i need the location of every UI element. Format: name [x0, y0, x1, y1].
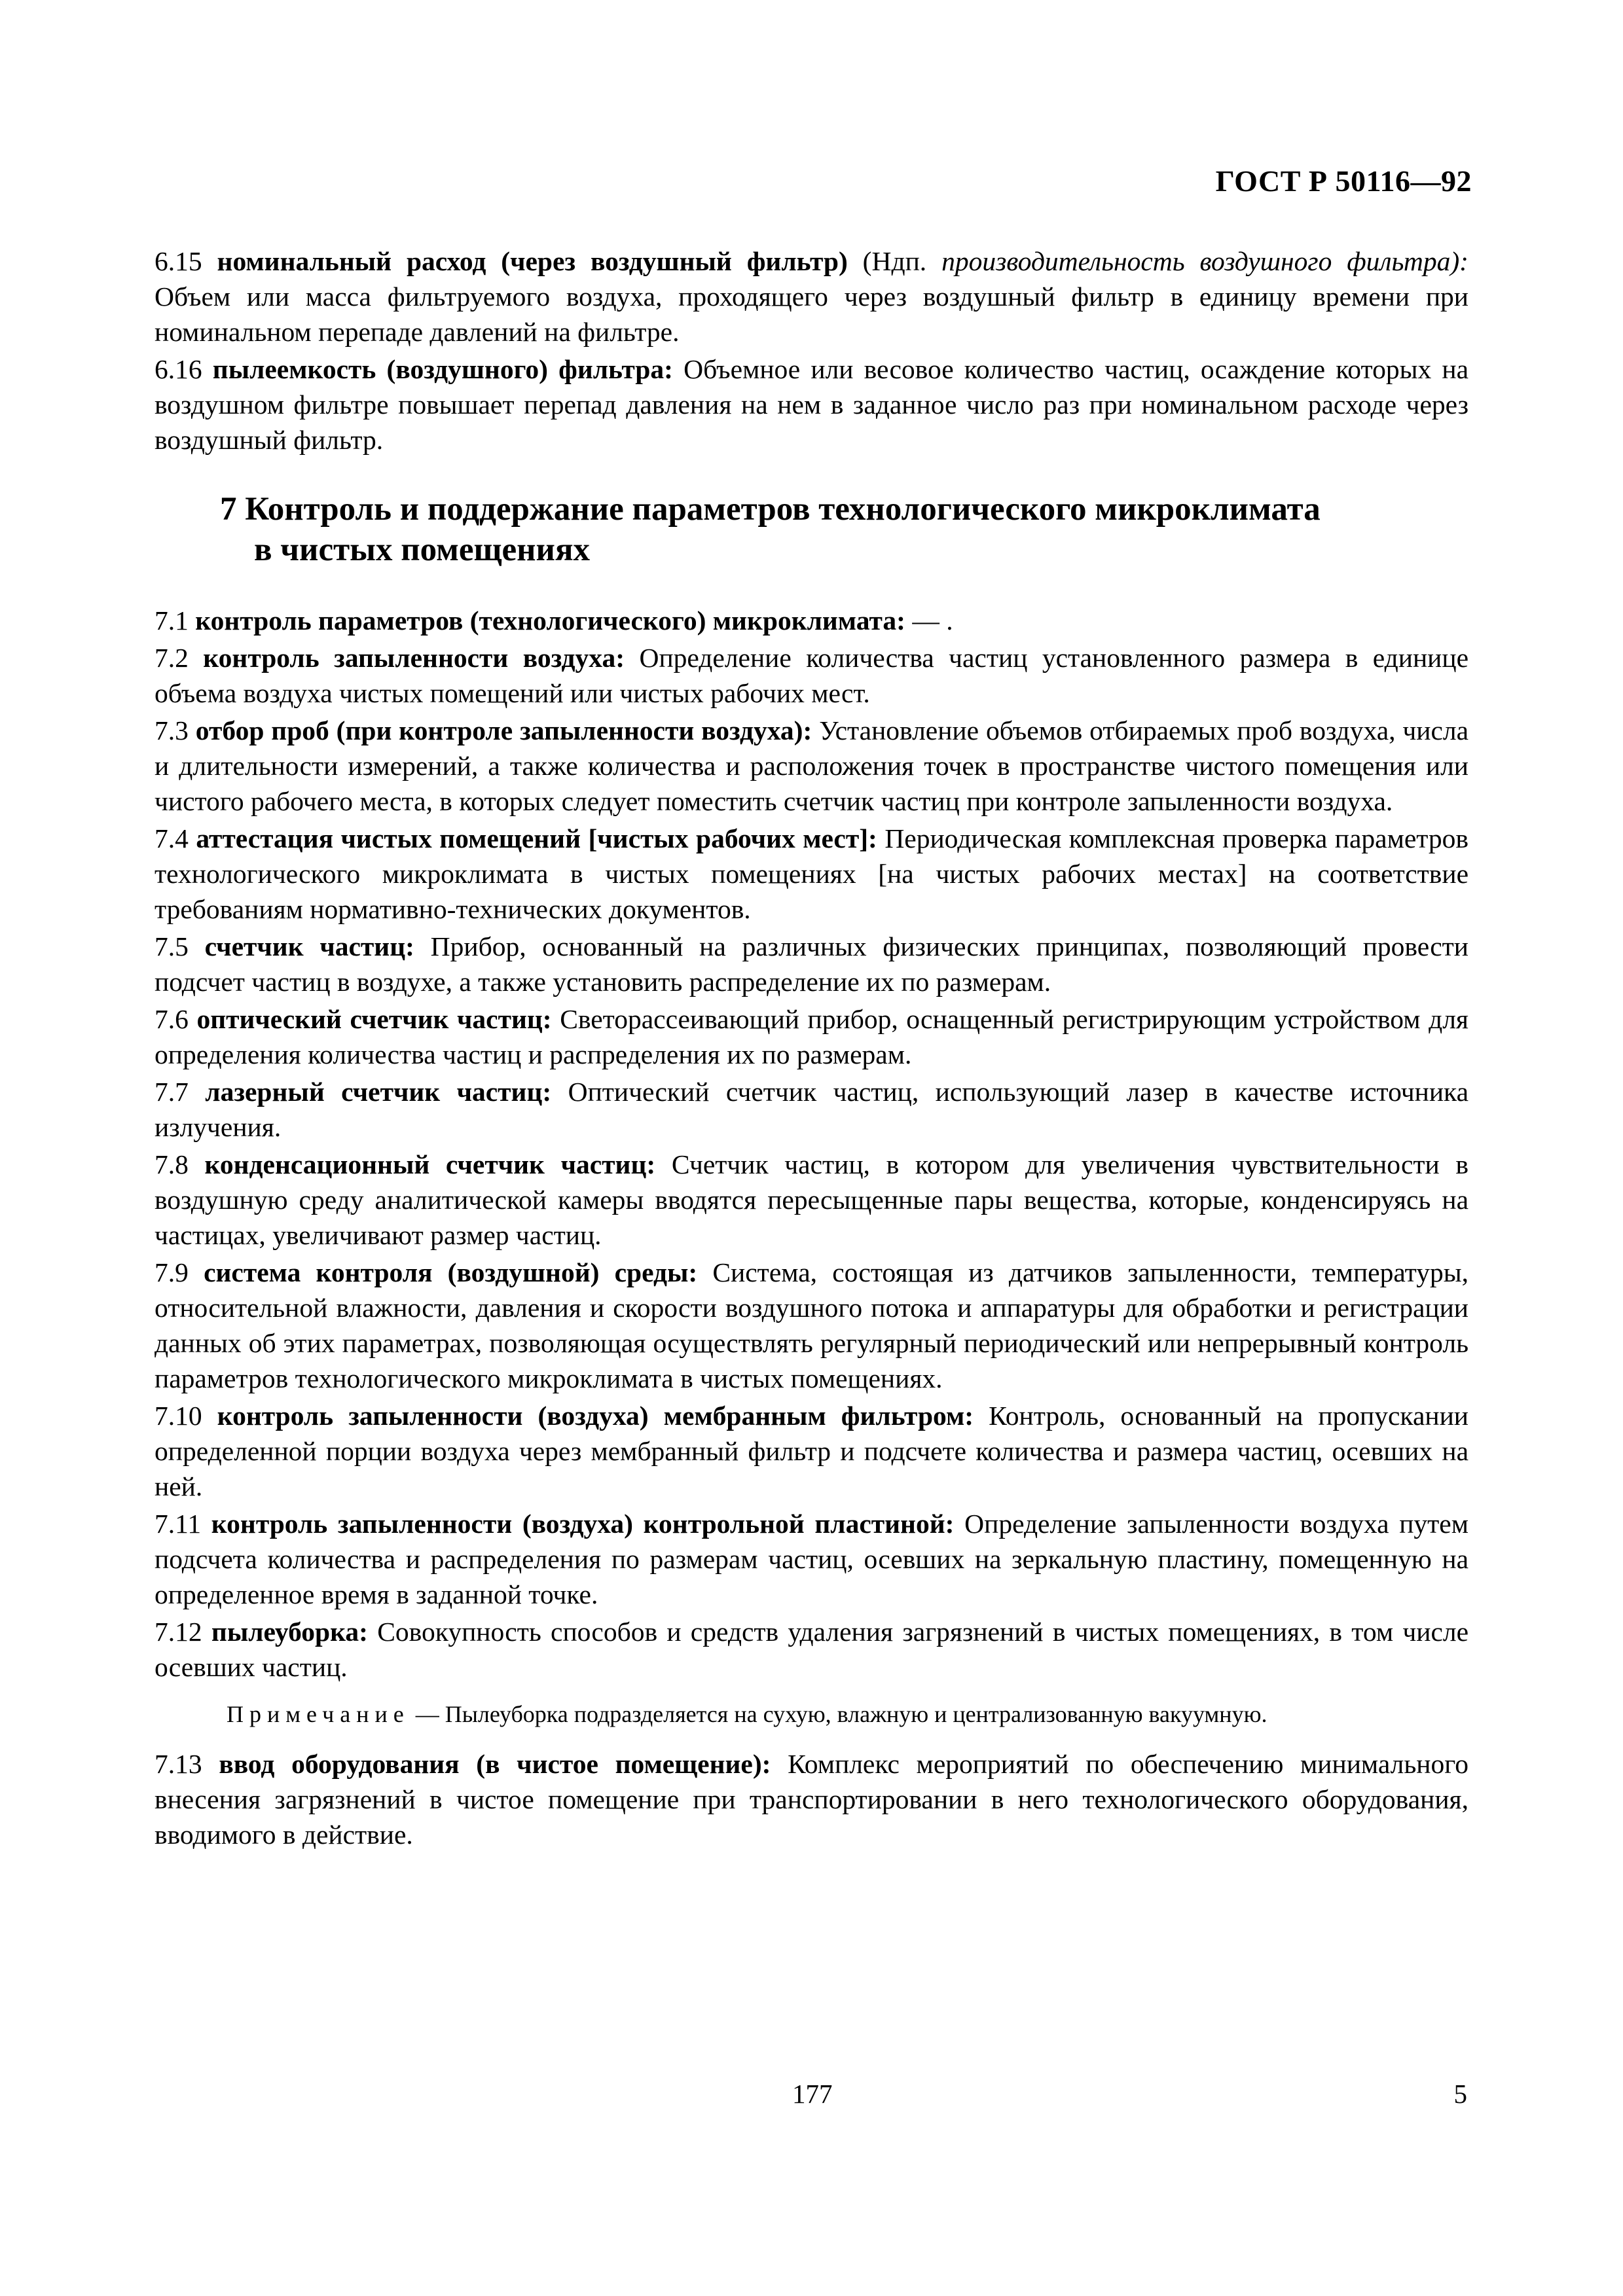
paragraph-number: 7.6 [155, 1004, 197, 1034]
note-label: Примечание [227, 1701, 410, 1727]
paragraph-term: пылеемкость (воздушного) фильтра: [212, 354, 673, 384]
page-number: 5 [1453, 2079, 1467, 2109]
paragraph-number: 7.13 [155, 1749, 219, 1779]
paragraph-deprecated-term: производительность воздушного фильтра): [941, 246, 1468, 276]
document-body [155, 243, 1468, 1854]
paragraph-term: аттестация чистых помещений [чистых рабочих мест]: [196, 823, 877, 853]
paragraph-7-2 [155, 640, 1468, 711]
paragraph-term: контроль параметров (технологического) микроклимата: [195, 605, 905, 636]
paragraph-6-16 [155, 351, 1468, 457]
paragraph-7-1 [155, 603, 1468, 638]
paragraph-term: контроль запыленности (воздуха) контрольной пластиной: [211, 1509, 955, 1539]
paragraph-number: 7.8 [155, 1149, 205, 1179]
paragraph-definition: Периодическая комплексная проверка параметров технологического микроклимата в чистых помещениях [на чистых рабочих местах] на соответствие требованиям нормативно-технических документов. [155, 823, 1469, 924]
paragraph-term: контроль запыленности воздуха: [203, 643, 625, 673]
paragraph-definition: Прибор, основанный на различных физических принципах, позволяющий провести подсчет частиц в воздухе, а также установить распределение их по размерам. [155, 931, 1468, 997]
paragraph-7-5 [155, 929, 1468, 999]
paragraph-number: 7.4 [155, 823, 196, 853]
paragraph-7-11 [155, 1506, 1468, 1612]
paragraph-term: пылеуборка: [211, 1617, 368, 1647]
paragraph-7-8 [155, 1147, 1468, 1253]
paragraph-definition: Контроль, основанный на пропускании определенной порции воздуха через мембранный фильтр и подсчете количества и размера частиц, осевших на ней. [155, 1401, 1468, 1501]
paragraph-number: 7.12 [155, 1617, 211, 1647]
paragraph-term: контроль запыленности (воздуха) мембранным фильтром: [217, 1401, 974, 1431]
paragraph-number: 7.2 [155, 643, 204, 673]
footer-sequence-number: 177 [792, 2079, 833, 2109]
paragraph-7-13 [155, 1746, 1468, 1852]
paragraph-term: номинальный расход (через воздушный фильтр) [217, 246, 848, 276]
paragraph-number: 7.10 [155, 1401, 217, 1431]
paragraph-definition: Установление объемов отбираемых проб воздуха, числа и длительности измерений, а также количества и расположения точек в пространстве чистого помещения или чистого рабочего места, в которых следует поместить счетчик частиц при контроле запыленности воздуха. [155, 715, 1469, 816]
paragraph-definition: Определение количества частиц установленного размера в единице объема воздуха чистых помещений или чистых рабочих мест. [155, 643, 1469, 708]
paragraph-definition: Комплекс мероприятий по обеспечению минимального внесения загрязнений в чистое помещение при транспортировании в него технологического оборудования, вводимого в действие. [155, 1749, 1469, 1850]
paragraph-number: 7.7 [155, 1077, 206, 1107]
paragraph-term: счетчик частиц: [204, 931, 414, 961]
paragraph-7-10 [155, 1398, 1468, 1504]
section-heading-line-1: 7 Контроль и поддержание параметров технологического микроклимата [220, 491, 1321, 528]
paragraph-number: 7.11 [155, 1509, 211, 1539]
paragraph-7-4 [155, 821, 1468, 927]
paragraph-term: система контроля (воздушной) среды: [204, 1257, 698, 1287]
paragraph-number: 7.5 [155, 931, 205, 961]
paragraph-7-7 [155, 1074, 1468, 1145]
paragraph-definition: Совокупность способов и средств удаления загрязнений в чистых помещениях, в том числе осевших частиц. [155, 1617, 1469, 1682]
paragraph-definition: Система, состоящая из датчиков запыленности, температуры, относительной влажности, давления и скорости воздушного потока и аппаратуры для обработки и регистрации данных об этих параметрах, позволяющая осуществлять регулярный периодический или непрерывный контроль параметров технологического микроклимата в чистых помещениях. [155, 1257, 1469, 1393]
paragraph-term: лазерный счетчик частиц: [205, 1077, 552, 1107]
paragraph-7-12 [155, 1614, 1468, 1685]
paragraph-number: 6.15 [155, 246, 217, 276]
paragraph-term: конденсационный счетчик частиц: [204, 1149, 656, 1179]
paragraph-definition: Объемное или весовое количество частиц, осаждение которых на воздушном фильтре повышает перепад давления на нем в заданное число раз при номинальном расходе через воздушный фильтр. [155, 354, 1468, 455]
section-heading-line-2: в чистых помещениях [254, 531, 591, 568]
paragraph-number: 7.9 [155, 1257, 204, 1287]
paragraph-term: оптический счетчик частиц: [196, 1004, 552, 1034]
paragraph-definition: Определение запыленности воздуха путем подсчета количества и распределения по размерам частиц, осевших на зеркальную пластину, помещенную на определенное время в заданной точке. [155, 1509, 1468, 1609]
paragraph-number: 7.3 [155, 715, 196, 745]
paragraph-7-3 [155, 713, 1468, 819]
section-heading [220, 489, 1464, 570]
paragraph-definition: Оптический счетчик частиц, использующий лазер в качестве источника излучения. [155, 1077, 1468, 1142]
paragraph-aside: (Ндп. [847, 246, 942, 276]
document-code-header: ГОСТ Р 50116—92 [1215, 164, 1472, 198]
paragraph-number: 6.16 [155, 354, 213, 384]
note [155, 1696, 1468, 1732]
paragraph-number: 7.1 [155, 605, 196, 636]
paragraph-definition: Счетчик частиц, в котором для увеличения чувствительности в воздушную среду аналитической камеры вводятся пересыщенные пары вещества, которые, конденсируясь на частицах, увеличивают размер частиц. [155, 1149, 1469, 1250]
paragraph-term: отбор проб (при контроле запыленности воздуха): [195, 715, 812, 745]
paragraph-7-6 [155, 1001, 1468, 1072]
paragraph-definition: — . [905, 605, 953, 636]
paragraph-7-9 [155, 1255, 1468, 1396]
paragraph-definition: Светорассеивающий прибор, оснащенный регистрирующим устройством для определения количества частиц и распределения их по размерам. [155, 1004, 1468, 1069]
paragraph-6-15 [155, 243, 1468, 350]
paragraph-definition: Объем или масса фильтруемого воздуха, проходящего через воздушный фильтр в единицу времени при номинальном перепаде давлений на фильтре. [155, 281, 1468, 347]
paragraph-term: ввод оборудования (в чистое помещение): [219, 1749, 771, 1779]
note-text: — Пылеуборка подразделяется на сухую, влажную и централизованную вакуумную. [409, 1701, 1267, 1727]
